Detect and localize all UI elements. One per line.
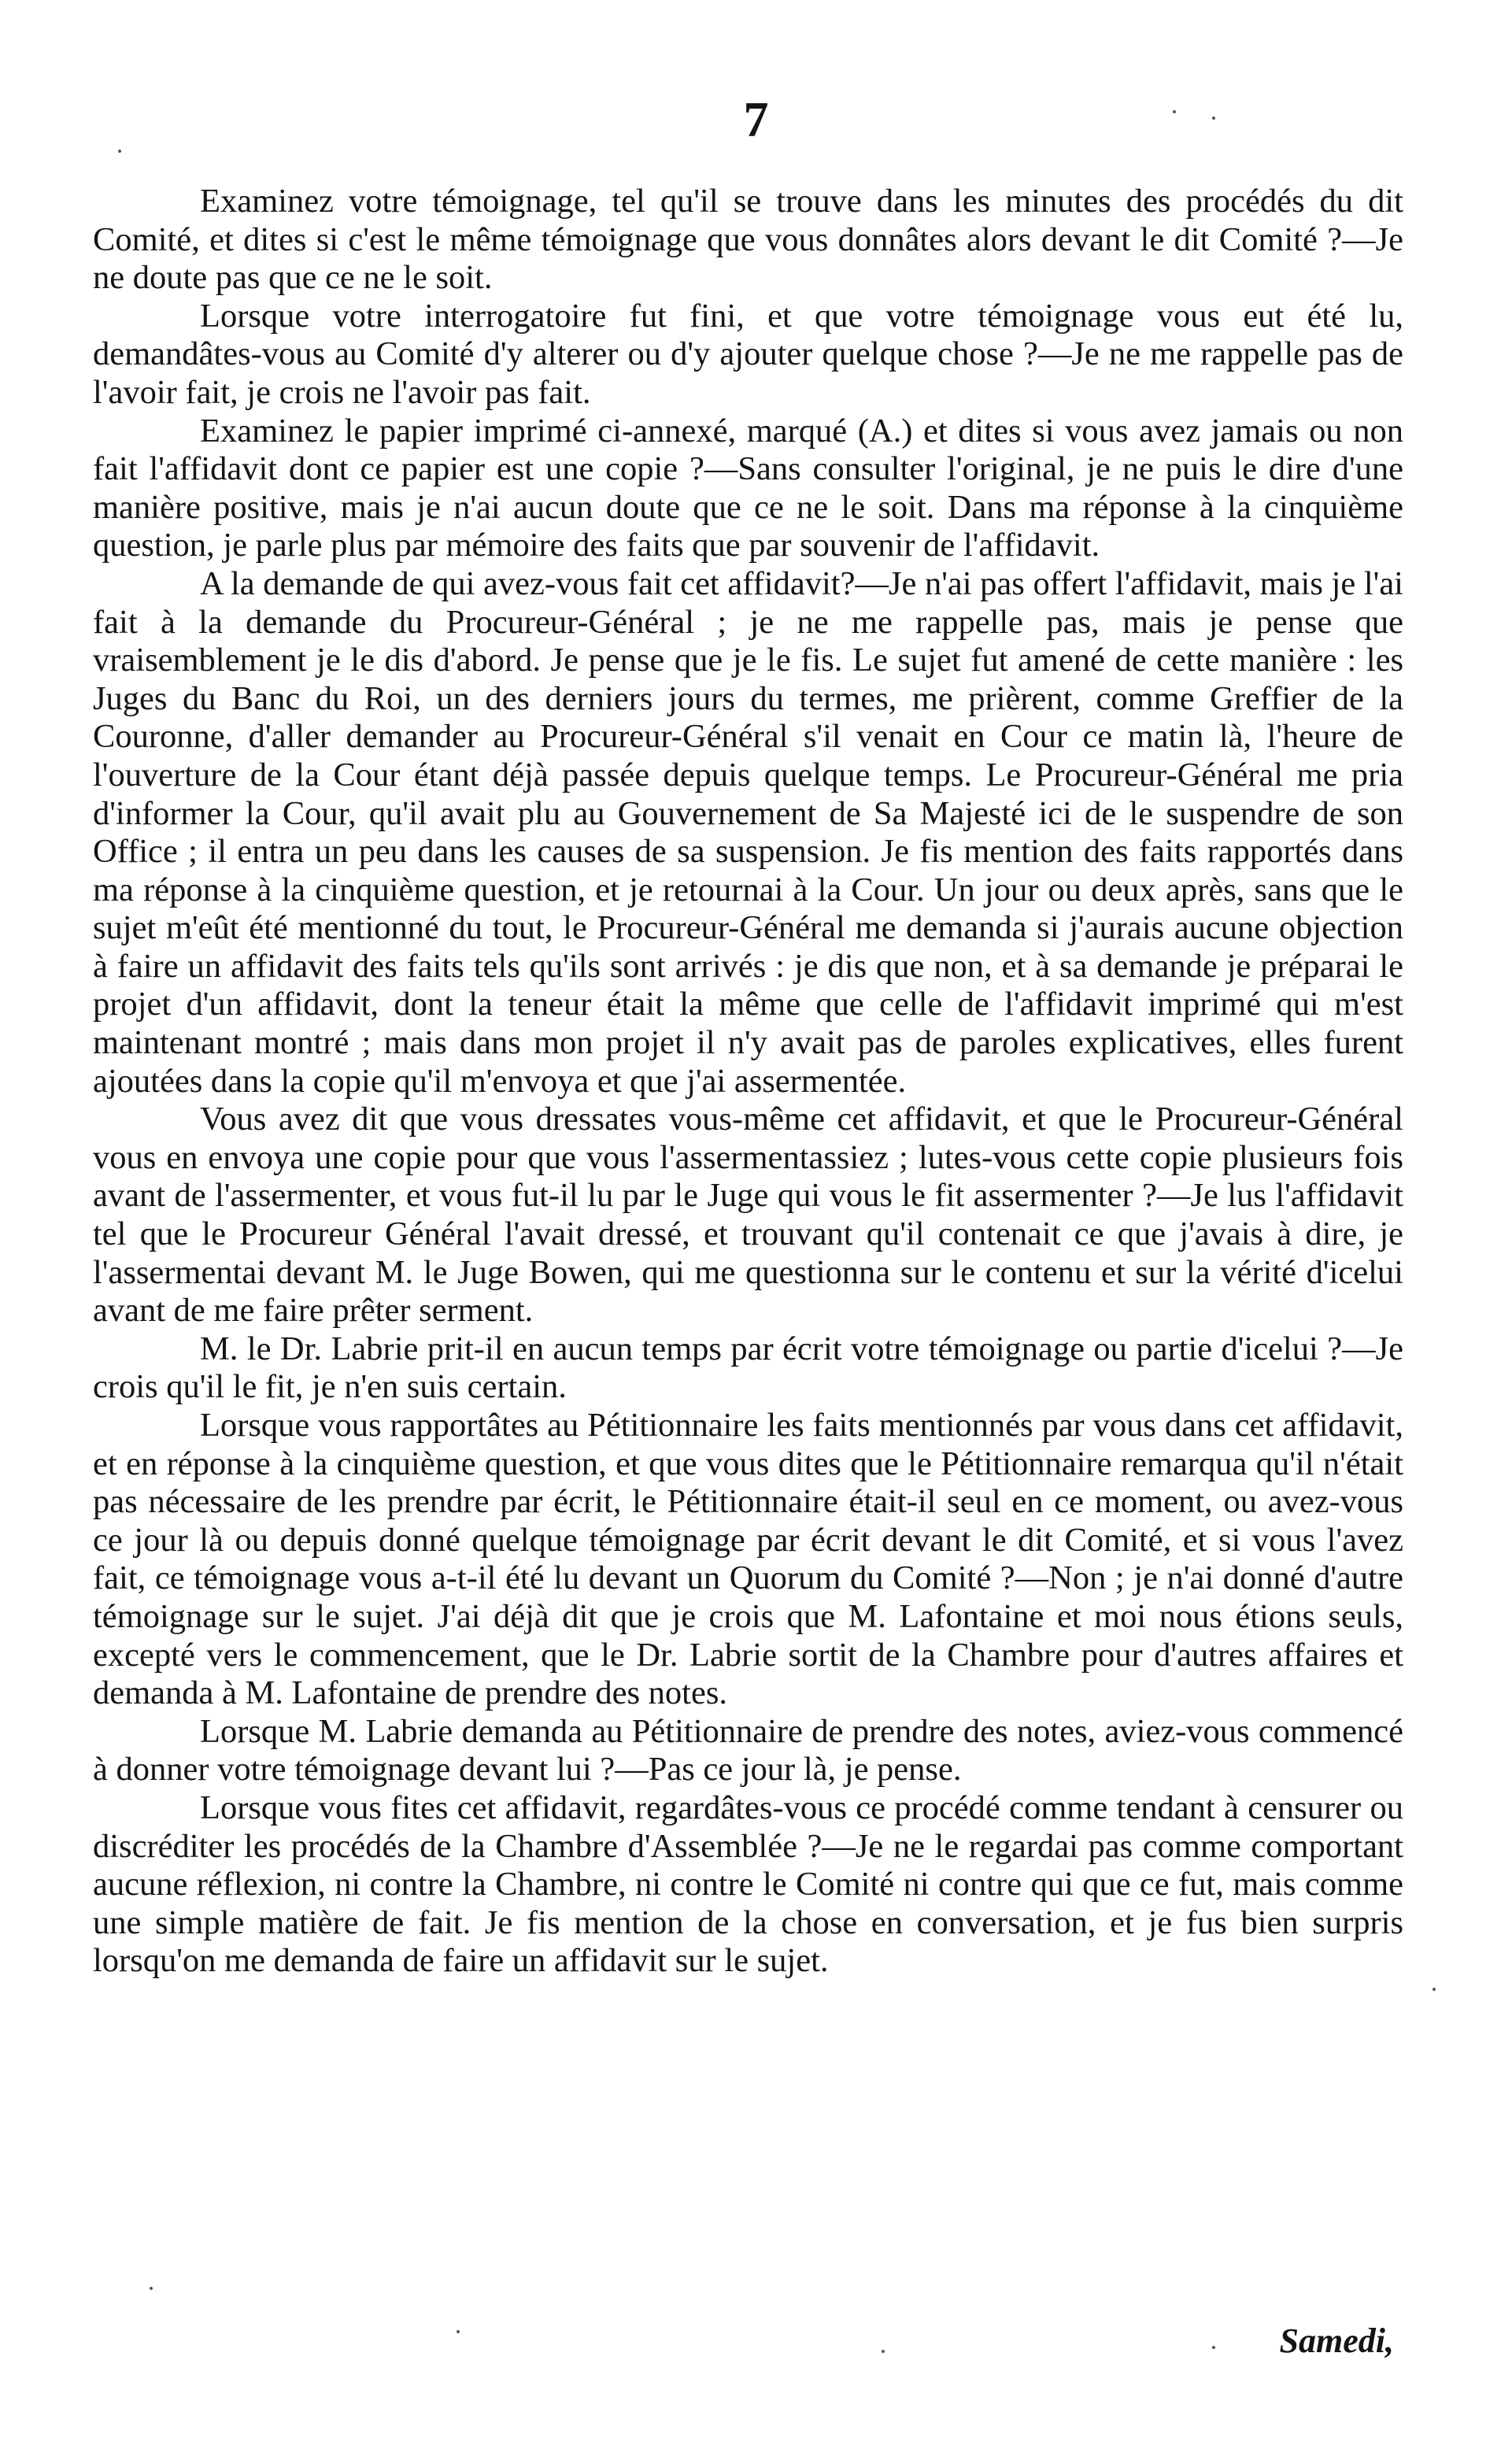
- paragraph-7: Lorsque vous rapportâtes au Pétitionnaire les faits mentionnés par vous dans cet affidavit, et en réponse à la cinquième question, et que vous dites que le Pétitionnaire remarqua qu'il n'était pas nécessaire de les prendre par écrit, le Pétitionnaire était-il seul en ce moment, ou avez-vous ce jour là ou depuis donné quelque témoignage par écrit devant le dit Comité, et si vous l'avez fait, ce témoignage vous a-t-il été lu devant un Quorum du Comité ?—Non ; je n'ai donné d'autre témoignage sur le sujet. J'ai déjà dit que je crois que M. Lafontaine et moi nous étions seuls, excepté vers le commencement, que le Dr. Labrie sortit de la Chambre pour d'autres affaires et demanda à M. Lafontaine de prendre des notes.: [93, 1407, 1403, 1712]
- print-speck: [882, 2350, 885, 2353]
- paragraph-3: Examinez le papier imprimé ci-annexé, marqué (A.) et dites si vous avez jamais ou non fait l'affidavit dont ce papier est une copie ?—Sans consulter l'original, je ne puis le dire d'une manière positive, mais je n'ai aucun doute que ce ne le soit. Dans ma réponse à la cinquième question, je parle plus par mémoire des faits que par souvenir de l'affidavit.: [93, 412, 1403, 564]
- body-text: [93, 183, 1403, 1981]
- paragraph-4: A la demande de qui avez-vous fait cet affidavit?—Je n'ai pas offert l'affidavit, mais je l'ai fait à la demande du Procureur-Général ; je ne me rappelle pas, mais je pense que vraisemblement je le dis d'abord. Je pense que je le fis. Le sujet fut amené de cette manière : les Juges du Banc du Roi, un des derniers jours du termes, me prièrent, comme Greffier de la Couronne, d'aller demander au Procureur-Général s'il venait en Cour ce matin là, l'heure de l'ouverture de la Cour étant déjà passée depuis quelque temps. Le Procureur-Général me pria d'informer la Cour, qu'il avait plu au Gouvernement de Sa Majesté ici de le suspendre de son Office ; il entra un peu dans les causes de sa suspension. Je fis mention des faits rapportés dans ma réponse à la cinquième question, et je retournai à la Cour. Un jour ou deux après, sans que le sujet m'eût été mentionné du tout, le Procureur-Général me demanda si j'aurais aucune objection à faire un affidavit des faits tels qu'ils sont arrivés : je dis que non, et à sa demande je préparai le projet d'un affidavit, dont la teneur était la même que celle de l'affidavit imprimé qui m'est maintenant montré ; mais dans mon projet il n'y avait pas de paroles explicatives, elles furent ajoutées dans la copie qu'il m'envoya et que j'ai assermentée.: [93, 564, 1403, 1100]
- paragraph-8: Lorsque M. Labrie demanda au Pétitionnaire de prendre des notes, aviez-vous commencé à donner votre témoignage devant lui ?—Pas ce jour là, je pense.: [93, 1712, 1403, 1789]
- paragraph-5: Vous avez dit que vous dressates vous-même cet affidavit, et que le Procureur-Général vous en envoya une copie pour que vous l'assermentassiez ; lutes-vous cette copie plusieurs fois avant de l'assermenter, et vous fut-il lu par le Juge qui vous le fit assermenter ?—Je lus l'affidavit tel que le Procureur Général l'avait dressé, et trouvant qu'il contenait ce que j'avais à dire, je l'assermentai devant M. le Juge Bowen, qui me questionna sur le contenu et sur la vérité d'icelui avant de me faire prêter serment.: [93, 1101, 1403, 1330]
- paragraph-9: Lorsque vous fites cet affidavit, regardâtes-vous ce procédé comme tendant à censurer ou discréditer les procédés de la Chambre d'Assemblée ?—Je ne le regardai pas comme comportant aucune réflexion, ni contre la Chambre, ni contre le Comité ni contre qui que ce fut, mais comme une simple matière de fait. Je fis mention de la chose en conversation, et je fus bien surpris lorsqu'on me demanda de faire un affidavit sur le sujet.: [93, 1789, 1403, 1980]
- print-speck: [1212, 117, 1215, 120]
- paragraph-6: M. le Dr. Labrie prit-il en aucun temps par écrit votre témoignage ou partie d'icelui ?—Je crois qu'il le fit, je n'en suis certain.: [93, 1330, 1403, 1406]
- print-speck: [457, 2330, 460, 2333]
- print-speck: [1433, 1988, 1436, 1991]
- catchword: Samedi,: [1279, 2321, 1394, 2360]
- print-speck: [1212, 2346, 1215, 2349]
- print-speck: [150, 2287, 153, 2290]
- print-speck: [1173, 110, 1176, 113]
- print-speck: [118, 150, 121, 153]
- paragraph-2: Lorsque votre interrogatoire fut fini, et que votre témoignage vous eut été lu, demandâtes-vous au Comité d'y alterer ou d'y ajouter quelque chose ?—Je ne me rappelle pas de l'avoir fait, je crois ne l'avoir pas fait.: [93, 297, 1403, 411]
- paragraph-1: Examinez votre témoignage, tel qu'il se trouve dans les minutes des procédés du dit Comité, et dites si c'est le même témoignage que vous donnâtes alors devant le dit Comité ?—Je ne doute pas que ce ne le soit.: [93, 183, 1403, 297]
- page-number: 7: [743, 91, 769, 147]
